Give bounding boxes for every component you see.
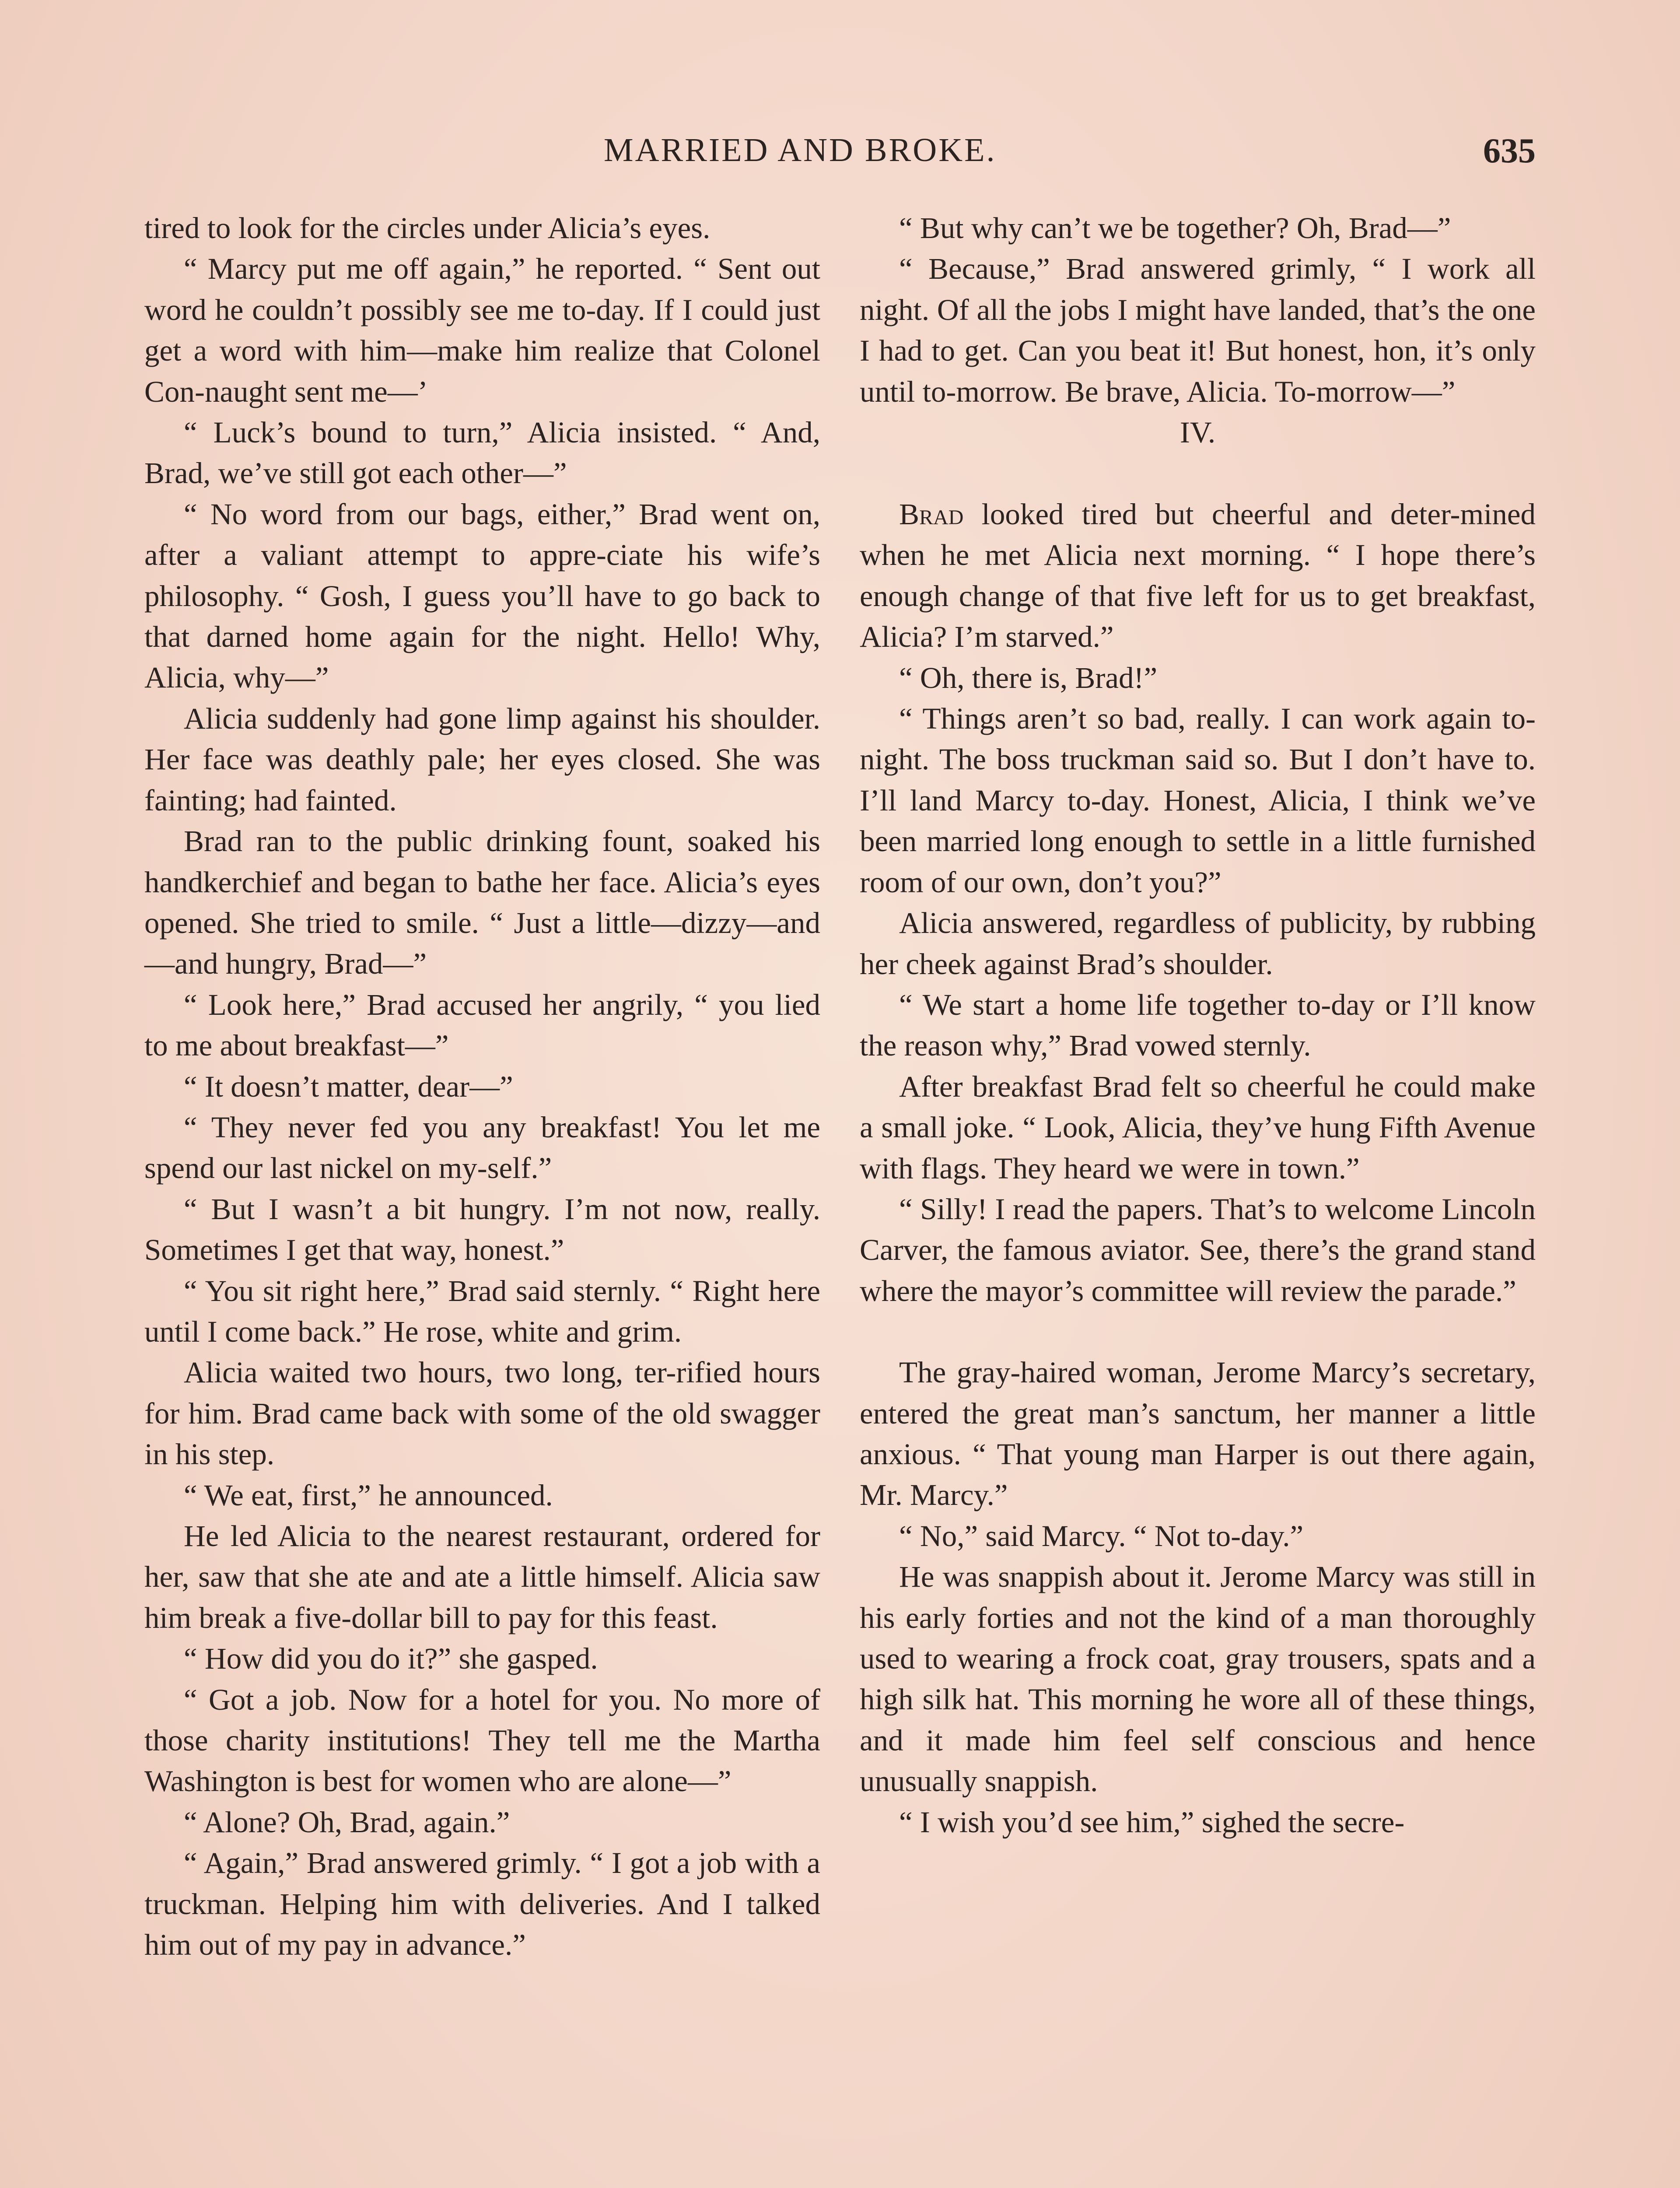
paragraph: He was snappish about it. Jerome Marcy was still in his early forties and not the kind of a man thoroughly used to wearing a frock coat, gray trousers, spats and a high silk hat. This morning he wore all of these things, and it made him feel self conscious and hence unusually snappish. — [860, 1560, 1536, 1798]
lead-word: Brad — [899, 498, 964, 531]
paragraph: The gray-haired woman, Jerome Marcy’s secretary, entered the great man’s sanctum, her manner a little anxious. “ That young man Harper is out there again, Mr. Marcy.” — [860, 1356, 1536, 1512]
opening-text: looked tired but cheerful and deter-mined when he met Alicia next morning. “ I hope there’s enough change of that five left for us to get breakfast, Alicia? I’m starved.” — [860, 498, 1536, 654]
paragraph: “ We start a home life together to-day or I’ll know the reason why,” Brad vowed sternly. — [860, 988, 1536, 1062]
paragraph: “ No,” said Marcy. “ Not to-day.” — [899, 1519, 1304, 1553]
paragraph: “ It doesn’t matter, dear—” — [184, 1069, 513, 1103]
right-column — [860, 208, 1536, 1843]
paragraph: “ But why can’t we be together? Oh, Brad—” — [899, 211, 1451, 245]
paragraph: “ We eat, first,” he announced. — [184, 1478, 553, 1512]
paragraph: “ Things aren’t so bad, really. I can work again to-night. The boss truckman said so. But I don’t have to. I’ll land Marcy to-day. Honest, Alicia, I think we’ve been married long enough to settle in a little furnished room of our own, don’t you?” — [860, 702, 1536, 899]
section-heading: IV. — [1180, 416, 1216, 449]
paragraph: Alicia waited two hours, two long, ter-rified hours for him. Brad came back with some of the old swagger in his step. — [144, 1356, 820, 1471]
scene-break — [860, 1311, 1536, 1352]
paragraph: “ Again,” Brad answered grimly. “ I got a job with a truckman. Helping him with deliveries. And I talked him out of my pay in advance.” — [144, 1846, 820, 1962]
paragraph: “ No word from our bags, either,” Brad went on, after a valiant attempt to appre-ciate his wife’s philosophy. “ Gosh, I guess you’ll have to go back to that darned home again for the night. Hello! Why, Alicia, why—” — [144, 497, 820, 694]
paragraph: He led Alicia to the nearest restaurant, ordered for her, saw that she ate and ate a little himself. Alicia saw him break a five-dollar bill to pay for this feast. — [144, 1519, 820, 1634]
paragraph: Alicia suddenly had gone limp against his shoulder. Her face was deathly pale; her eyes closed. She was fainting; had fainted. — [144, 701, 820, 817]
paragraph: Brad ran to the public drinking fount, soaked his handkerchief and began to bathe her face. Alicia’s eyes opened. She tried to smile. “ Just a little—dizzy—and—and hungry, Brad—” — [144, 824, 820, 981]
paragraph: “ I wish you’d see him,” sighed the secre- — [899, 1805, 1405, 1839]
paragraph: “ Got a job. Now for a hotel for you. No more of those charity institutions! They tell me the Martha Washington is best for women who are alone—” — [144, 1683, 820, 1798]
paragraph: “ Oh, there is, Brad!” — [899, 661, 1158, 694]
paragraph: “ Because,” Brad answered grimly, “ I work all night. Of all the jobs I might have landed, that’s the one I had to get. Can you beat it! But honest, hon, it’s only until to-morrow. Be brave, Alicia. To-morrow—” — [860, 252, 1536, 408]
section-opening-paragraph — [860, 494, 1536, 658]
paragraph: “ How did you do it?” she gasped. — [184, 1642, 598, 1676]
paragraph: Alicia answered, regardless of publicity, by rubbing her cheek against Brad’s shoulder. — [860, 906, 1536, 981]
paragraph: “ You sit right here,” Brad said sternly. “ Right here until I come back.” He rose, white and grim. — [144, 1274, 820, 1348]
paragraph: “ Look here,” Brad accused her angrily, “ you lied to me about breakfast—” — [144, 988, 820, 1062]
paragraph: “ Marcy put me off again,” he reported. “ Sent out word he couldn’t possibly see me to-day. If I could just get a word with him—make him realize that Colonel Con-naught sent me—’ — [144, 252, 820, 408]
paragraph: “ But I wasn’t a bit hungry. I’m not now, really. Sometimes I get that way, honest.” — [144, 1192, 820, 1267]
paragraph: “ Luck’s bound to turn,” Alicia insisted. “ And, Brad, we’ve still got each other—” — [144, 416, 820, 490]
running-title: MARRIED AND BROKE. — [604, 132, 997, 168]
left-column — [144, 208, 820, 1965]
paragraph: After breakfast Brad felt so cheerful he could make a small joke. “ Look, Alicia, they’ve hung Fifth Avenue with flags. They heard we were in town.” — [860, 1069, 1536, 1185]
paragraph: “ They never fed you any breakfast! You let me spend our last nickel on my-self.” — [144, 1110, 820, 1185]
page-number: 635 — [1483, 132, 1536, 170]
paragraph: “ Silly! I read the papers. That’s to welcome Lincoln Carver, the famous aviator. See, there’s the grand stand where the mayor’s committee will review the parade.” — [860, 1192, 1536, 1308]
paragraph: “ Alone? Oh, Brad, again.” — [184, 1805, 510, 1839]
paragraph: tired to look for the circles under Alicia’s eyes. — [144, 211, 710, 245]
